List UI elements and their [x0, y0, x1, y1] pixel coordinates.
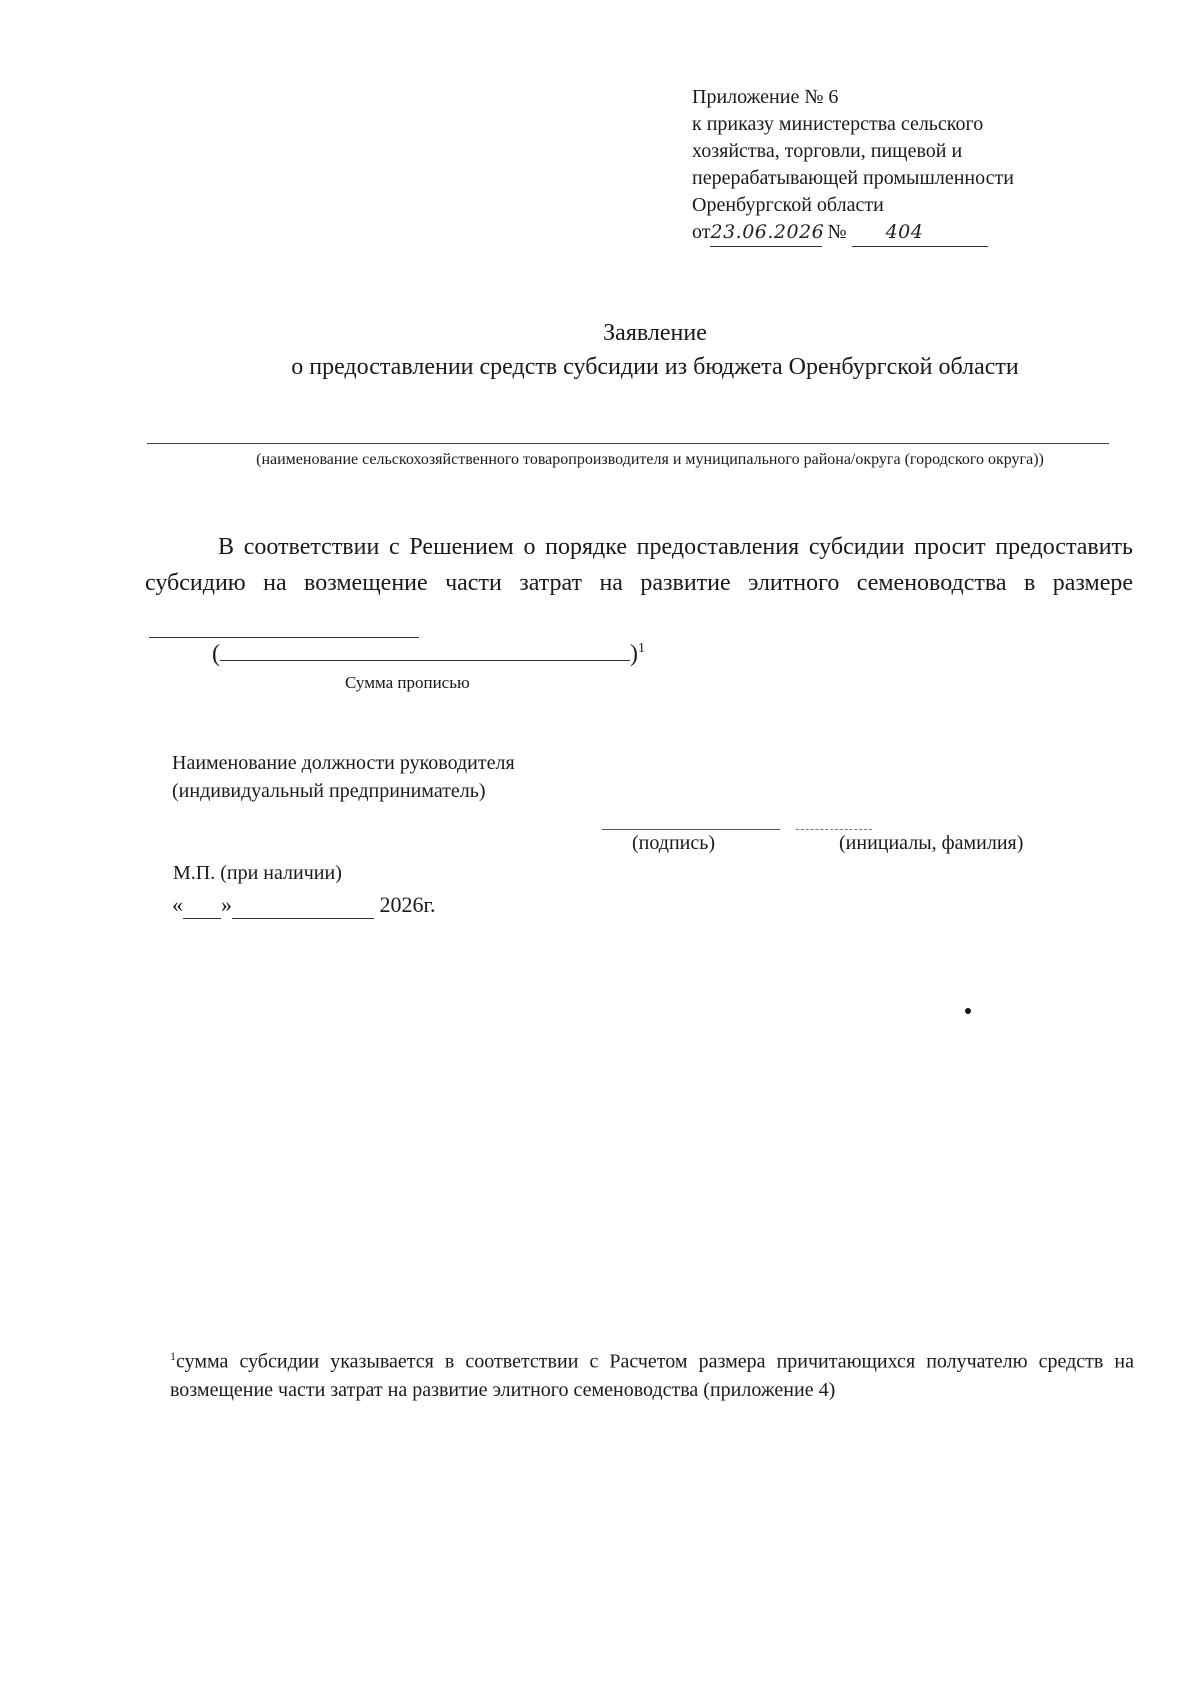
signature-label: (подпись) [632, 832, 716, 854]
order-number-sign: № [827, 221, 847, 243]
appendix-line: перерабатывающей промышленности [692, 167, 1014, 189]
footnote-mark: 1 [638, 641, 645, 656]
stamp-label: М.П. (при наличии) [173, 862, 342, 884]
name-field[interactable] [796, 829, 872, 830]
order-date: 23.06.2026 [710, 219, 822, 247]
appendix-line: Оренбургской области [692, 194, 884, 216]
open-paren: ( [212, 641, 220, 667]
amount-field[interactable] [149, 601, 419, 638]
date-row [172, 892, 436, 919]
position-line: (индивидуальный предприниматель) [172, 780, 486, 802]
appendix-line: хозяйства, торговли, пищевой и [692, 140, 963, 162]
applicant-caption: (наименование сельскохозяйственного товаропроизводителя и муниципального района/округа (городского округа)) [256, 451, 1044, 468]
order-number: 404 [852, 219, 988, 247]
applicant-name-field[interactable] [147, 443, 1109, 444]
document-subtitle: о предоставлении средств субсидии из бюджета Оренбургской области [291, 354, 1019, 380]
position-block [172, 749, 515, 805]
scan-dot [965, 1008, 971, 1014]
appendix-line: к приказу министерства сельского [692, 113, 984, 135]
body-text: В соответствии с Решением о порядке предоставления субсидии просит предоставить субсидию на возмещение части затрат на развитие элитного семеноводства в размере [145, 534, 1133, 596]
name-label: (инициалы, фамилия) [839, 832, 1024, 854]
close-paren: ) [630, 641, 638, 667]
order-reference [692, 219, 1014, 247]
appendix-block [692, 84, 1014, 247]
position-line: Наименование должности руководителя [172, 752, 515, 774]
amount-in-words-field[interactable] [220, 636, 630, 661]
appendix-title: Приложение № 6 [692, 86, 839, 108]
signature-field[interactable] [602, 829, 780, 830]
date-quote-close: » [221, 892, 232, 917]
day-field[interactable] [183, 892, 221, 919]
footnote-mark: 1 [170, 1349, 176, 1363]
footnote-text: сумма субсидии указывается в соответствии с Расчетом размера причитающихся получателю средств на возмещение части затрат на развитие элитного семеноводства (приложение 4) [170, 1350, 1134, 1401]
body-paragraph [145, 529, 1133, 638]
order-prefix: от [692, 221, 711, 243]
year-label: 2026г. [379, 892, 436, 917]
date-quote-open: « [172, 892, 183, 917]
amount-in-words-row [212, 636, 645, 668]
footnote [170, 1342, 1134, 1404]
document-title: Заявление [603, 320, 707, 346]
month-field[interactable] [232, 892, 374, 919]
amount-in-words-caption: Сумма прописью [345, 673, 470, 692]
